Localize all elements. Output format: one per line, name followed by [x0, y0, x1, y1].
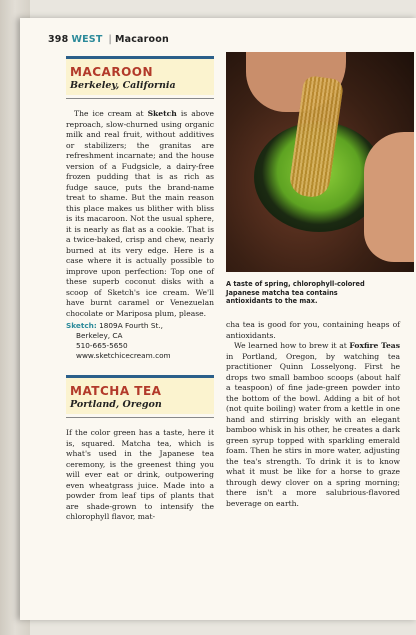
- page-header: [48, 34, 169, 45]
- website: www.sketchicecream.com: [76, 351, 171, 360]
- macaroon-intro: The ice cream at: [74, 109, 148, 118]
- sketch-info: [66, 321, 214, 361]
- matcha-title: MATCHA TEA: [70, 384, 162, 398]
- info-label: Sketch:: [66, 321, 97, 330]
- matcha-right-text-2c: in Portland, Oregon, by watching tea practitioner Quinn Losselyong. First he drops two small bamboo scoops (about half a teaspoon) of fine jade-green powder into the bottom of the bowl. Adding a bit of hot (not quite boiling) water from a kettle in one hand and stirring briskly with an elegant bamboo whisk in his other, he creates a dark green syrup topped with sparkling emerald foam. Then he stirs in more water, adjusting the tea's strength. To drink it is to know what it must be like for a horse to graze through dewy clover on a spring morning; there isn't a more salubrious-flavored beverage on earth.: [226, 351, 400, 508]
- foxfire-name: Foxfire Teas: [349, 341, 400, 350]
- sketch-name: Sketch: [147, 109, 177, 118]
- photo-caption: A taste of spring, chlorophyll-colored Japanese matcha tea contains antioxidants to the max.: [226, 280, 365, 306]
- address-line-1: 1809A Fourth St.,: [99, 321, 163, 330]
- header-separator: |: [108, 34, 112, 45]
- title-divider: [66, 417, 214, 418]
- region-label: WEST: [71, 34, 103, 45]
- address-line-2: Berkeley, CA: [76, 331, 123, 340]
- phone-number: 510-665-5650: [76, 341, 128, 350]
- section-label: Macaroon: [114, 34, 169, 45]
- book-page: [20, 18, 416, 620]
- matcha-title-box: [66, 375, 214, 414]
- right-column: [226, 320, 400, 509]
- macaroon-text: is above reproach, slow-churned using organic milk and real fruit, without additives or stabilizers; the granitas are refreshment incarnate; and the house version of a Fudgsicle, a dairy-free frozen pudding that is as rich as fudge sauce, puts the brand-name treat to shame. But the main reason this place makes us blither with bliss is its macaroon. Not the usual sphere, it is nearly as flat as a cookie. That is a twice-baked, crisp and chew, nearly burned at its very edge. Here is a case where it is actually possible to improve upon perfection: Top one of these superb coconut disks with a scoop of Sketch's ice cream. We'll have burnt caramel or Venezuelan chocolate or Mariposa plum, please.: [66, 109, 214, 318]
- page-number: 398: [48, 34, 69, 45]
- matcha-photo: [226, 52, 414, 272]
- macaroon-title: MACAROON: [70, 65, 154, 79]
- matcha-left-text: If the color green has a taste, here it is, squared. Matcha tea, which is what's used in the Japanese tea ceremony, is the greenest thing you will ever eat or drink, outpowering even wheatgrass juice. Made into a powder from leaf tips of plants that are shade-grown to intensify the chlorophyll flavor, mat-: [66, 428, 214, 521]
- macaroon-title-box: [66, 56, 214, 95]
- matcha-location: Portland, Oregon: [70, 399, 162, 410]
- hand-image: [364, 132, 414, 262]
- matcha-right-text-1: cha tea is good for you, containing heaps of antioxidants.: [226, 320, 400, 340]
- macaroon-location: Berkeley, California: [70, 80, 176, 91]
- matcha-body-left: [66, 428, 214, 523]
- macaroon-body: [66, 109, 214, 319]
- title-divider: [66, 98, 214, 99]
- left-column: [66, 56, 214, 523]
- matcha-right-text-2a: We learned how to brew it at: [234, 341, 350, 350]
